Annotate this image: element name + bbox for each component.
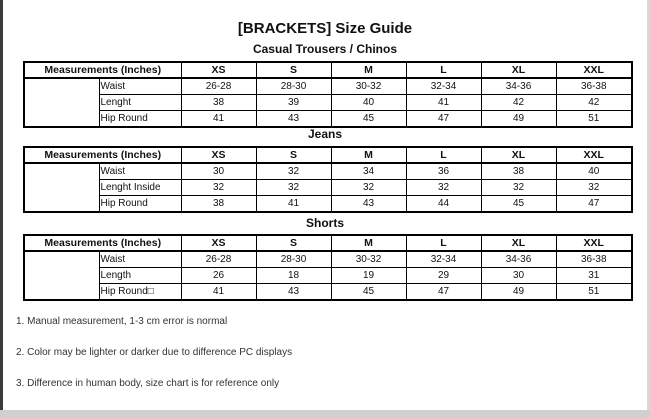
note-1: 1. Manual measurement, 1-3 cm error is normal <box>16 316 228 327</box>
row-label: Waist <box>99 78 181 95</box>
table-cell: 43 <box>256 284 331 301</box>
row-label: Waist <box>99 163 181 180</box>
row-label: Lenght Inside <box>99 180 181 196</box>
blank-cell <box>24 251 99 300</box>
row-label: Hip Round <box>99 111 181 128</box>
table-cell: 28-30 <box>256 251 331 268</box>
table-cell: 32 <box>481 180 556 196</box>
table-cell: 36-38 <box>556 251 632 268</box>
page-title: [BRACKETS] Size Guide <box>237 20 413 37</box>
table-cell: 45 <box>331 111 406 128</box>
table-cell: 47 <box>406 284 481 301</box>
table-row <box>24 284 632 301</box>
table-cell: 47 <box>406 111 481 128</box>
header-s: S <box>256 62 331 78</box>
header-measurements: Measurements (Inches) <box>24 62 181 78</box>
table-row <box>24 180 632 196</box>
window-bottom-border <box>0 410 650 418</box>
table-cell: 32 <box>256 163 331 180</box>
table-cell: 32 <box>181 180 256 196</box>
blank-cell <box>24 78 99 127</box>
size-table-shorts <box>23 234 633 301</box>
table-cell: 36 <box>406 163 481 180</box>
row-label: Hip Round <box>99 196 181 213</box>
table-cell: 32 <box>406 180 481 196</box>
table-cell: 43 <box>331 196 406 213</box>
header-xxl: XXL <box>556 235 632 251</box>
note-3: 3. Difference in human body, size chart is for reference only <box>16 378 280 389</box>
header-xxl: XXL <box>556 62 632 78</box>
row-label: Waist <box>99 251 181 268</box>
table-cell: 19 <box>331 268 406 284</box>
header-m: M <box>331 62 406 78</box>
table-header-row <box>24 235 632 251</box>
header-l: L <box>406 147 481 163</box>
table-cell: 26-28 <box>181 78 256 95</box>
table-row <box>24 95 632 111</box>
blank-cell <box>24 163 99 212</box>
section-title-shorts: Shorts <box>305 216 344 230</box>
table-cell: 29 <box>406 268 481 284</box>
table-cell: 41 <box>256 196 331 213</box>
header-xl: XL <box>481 147 556 163</box>
table-cell: 18 <box>256 268 331 284</box>
size-guide-image <box>3 0 647 410</box>
table-cell: 26 <box>181 268 256 284</box>
row-label: Lenght <box>99 95 181 111</box>
table-cell: 38 <box>181 196 256 213</box>
header-l: L <box>406 62 481 78</box>
table-cell: 34-36 <box>481 78 556 95</box>
table-cell: 39 <box>256 95 331 111</box>
table-cell: 42 <box>556 95 632 111</box>
table-cell: 40 <box>556 163 632 180</box>
table-cell: 30-32 <box>331 78 406 95</box>
table-row <box>24 111 632 128</box>
header-s: S <box>256 235 331 251</box>
header-m: M <box>331 147 406 163</box>
table-cell: 51 <box>556 284 632 301</box>
table-cell: 44 <box>406 196 481 213</box>
table-cell: 40 <box>331 95 406 111</box>
header-s: S <box>256 147 331 163</box>
table-cell: 32 <box>331 180 406 196</box>
table-row <box>24 251 632 268</box>
header-xl: XL <box>481 62 556 78</box>
size-table-jeans <box>23 146 633 213</box>
row-label: Length <box>99 268 181 284</box>
table-cell: 45 <box>481 196 556 213</box>
table-cell: 26-28 <box>181 251 256 268</box>
section-title-jeans: Jeans <box>307 127 343 141</box>
table-cell: 28-30 <box>256 78 331 95</box>
table-row <box>24 196 632 213</box>
table-cell: 42 <box>481 95 556 111</box>
table-cell: 30 <box>481 268 556 284</box>
header-xs: XS <box>181 235 256 251</box>
header-xs: XS <box>181 147 256 163</box>
header-l: L <box>406 235 481 251</box>
table-cell: 49 <box>481 111 556 128</box>
table-header-row <box>24 147 632 163</box>
table-cell: 32-34 <box>406 78 481 95</box>
table-cell: 51 <box>556 111 632 128</box>
note-2: 2. Color may be lighter or darker due to difference PC displays <box>16 347 293 358</box>
section-title-chinos: Casual Trousers / Chinos <box>252 42 398 56</box>
table-cell: 41 <box>181 111 256 128</box>
table-cell: 30 <box>181 163 256 180</box>
table-row <box>24 268 632 284</box>
table-cell: 43 <box>256 111 331 128</box>
table-cell: 32-34 <box>406 251 481 268</box>
table-cell: 49 <box>481 284 556 301</box>
table-cell: 31 <box>556 268 632 284</box>
table-cell: 32 <box>256 180 331 196</box>
table-cell: 41 <box>406 95 481 111</box>
table-cell: 38 <box>181 95 256 111</box>
table-cell: 36-38 <box>556 78 632 95</box>
table-cell: 47 <box>556 196 632 213</box>
table-cell: 41 <box>181 284 256 301</box>
table-cell: 45 <box>331 284 406 301</box>
table-row <box>24 163 632 180</box>
header-m: M <box>331 235 406 251</box>
header-xxl: XXL <box>556 147 632 163</box>
table-cell: 34-36 <box>481 251 556 268</box>
table-cell: 38 <box>481 163 556 180</box>
table-header-row <box>24 62 632 78</box>
header-xs: XS <box>181 62 256 78</box>
size-table-chinos <box>23 61 633 128</box>
table-cell: 30-32 <box>331 251 406 268</box>
row-label: Hip Round□ <box>99 284 181 301</box>
table-cell: 32 <box>556 180 632 196</box>
header-xl: XL <box>481 235 556 251</box>
header-measurements: Measurements (Inches) <box>24 235 181 251</box>
table-row <box>24 78 632 95</box>
table-cell: 34 <box>331 163 406 180</box>
header-measurements: Measurements (Inches) <box>24 147 181 163</box>
